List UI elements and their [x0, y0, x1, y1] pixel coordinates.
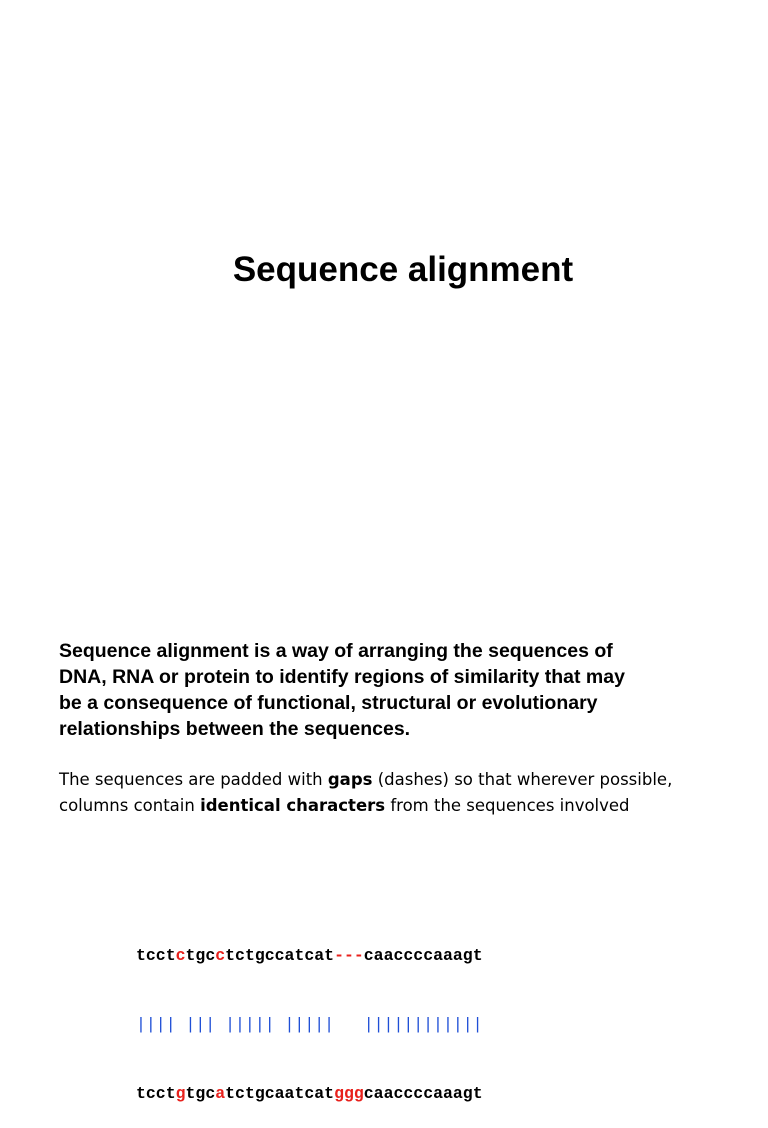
explanation-text: The sequences are padded with [59, 770, 328, 789]
top-sequence-segment: tcct [136, 946, 176, 965]
gaps-term: gaps [327, 770, 373, 789]
sequence-alignment [136, 898, 483, 1128]
match-line: |||| ||| ||||| ||||| |||||||||||| [136, 1015, 483, 1034]
explanation-text: from the sequences involved [385, 796, 630, 815]
explanation-text: columns contain [59, 796, 201, 815]
explanation-paragraph [59, 767, 749, 819]
bottom-sequence-difference: ggg [334, 1084, 364, 1103]
bottom-sequence [136, 1082, 483, 1105]
definition-line: Sequence alignment is a way of arranging the sequences of [59, 640, 613, 662]
slide-title: Sequence alignment [232, 250, 574, 289]
bottom-sequence-segment: tgc [185, 1084, 216, 1103]
top-sequence-segment: tgc [185, 946, 216, 965]
top-sequence-segment: tctgccatcat [225, 946, 335, 965]
top-sequence-difference: --- [334, 946, 364, 965]
top-sequence-difference: c [215, 946, 226, 965]
bottom-sequence-segment: caaccccaaagt [363, 1084, 483, 1103]
definition-line: be a consequence of functional, structural or evolutionary [59, 692, 598, 714]
bottom-sequence-segment: tctgcaatcat [225, 1084, 335, 1103]
bottom-sequence-difference: a [215, 1084, 226, 1103]
definition-line: DNA, RNA or protein to identify regions of similarity that may [59, 666, 625, 688]
explanation-line-2 [59, 793, 749, 819]
definition-paragraph [59, 638, 729, 742]
explanation-line-1 [59, 767, 749, 793]
identical-characters-term: identical characters [200, 796, 386, 815]
explanation-text: (dashes) so that wherever possible, [372, 770, 673, 789]
bottom-sequence-difference: g [175, 1084, 186, 1103]
top-sequence [136, 944, 483, 967]
top-sequence-difference: c [175, 946, 186, 965]
bottom-sequence-segment: tcct [136, 1084, 176, 1103]
top-sequence-segment: caaccccaaagt [363, 946, 483, 965]
definition-line: relationships between the sequences. [59, 718, 411, 740]
